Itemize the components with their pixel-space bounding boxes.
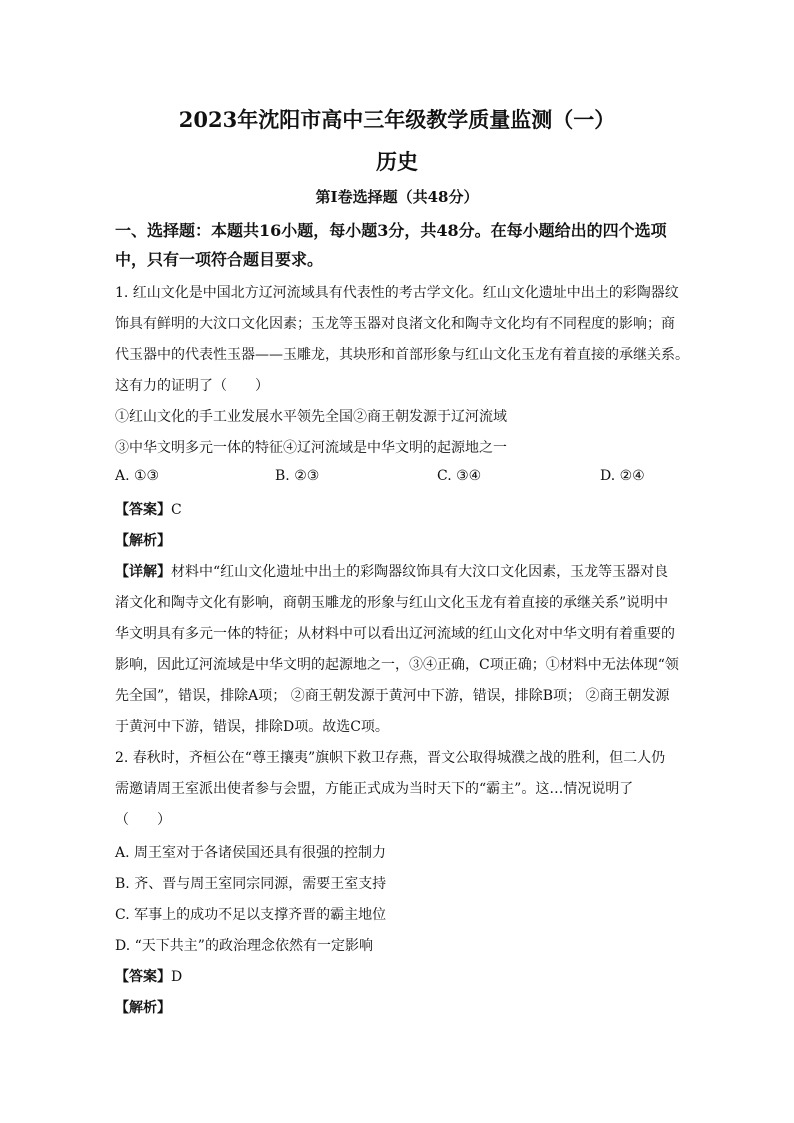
subject-title: 历史 — [376, 149, 418, 174]
q2-option-b: B. 齐、晋与周王室同宗同源，需要王室支持 — [115, 876, 387, 892]
q1-answer — [115, 499, 182, 519]
q2-analysis-tag — [115, 997, 171, 1017]
q1-stem-line: 这有力的证明了（ ） — [115, 378, 269, 394]
q1-detail-line: 渚文化和陶寺文化有影响，商朝玉雕龙的形象与红山文化玉龙有着直接的承继关系”说明中 — [115, 595, 669, 611]
answer-value: D — [171, 969, 183, 985]
volume-title: 第Ⅰ卷选择题（共48分） — [315, 188, 479, 206]
q1-stem-line: 饰具有鲜明的大汶口文化因素；玉龙等玉器对良渚文化和陶寺文化均有不同程度的影响；商 — [115, 316, 675, 332]
analysis-tag: 【解析】 — [115, 1000, 171, 1016]
q2-stem-line: （ ） — [115, 812, 171, 828]
q1-analysis-tag — [115, 530, 171, 550]
q1-statement: ①红山文化的手工业发展水平领先全国②商王朝发源于辽河流域 — [115, 409, 507, 425]
answer-value: C — [171, 502, 182, 518]
q1-stem-line: 1. 红山文化是中国北方辽河流域具有代表性的考古学文化。红山文化遗址中出土的彩陶器纹 — [115, 285, 679, 301]
q2-stem-line: 需邀请周王室派出使者参与会盟，方能正式成为当时天下的“霸主”。这…情况说明了 — [115, 781, 634, 797]
q1-stem-line: 代玉器中的代表性玉器——玉雕龙，其块形和首部形象与红山文化玉龙有着直接的承继关系。 — [115, 347, 689, 363]
q1-statement: ③中华文明多元一体的特征④辽河流域是中华文明的起源地之一 — [115, 440, 507, 456]
q1-option-a: A. ①③ — [115, 468, 160, 484]
detail-text: 材料中“红山文化遗址中出土的彩陶器纹饰具有大汶口文化因素，玉龙等玉器对良 — [171, 564, 669, 580]
q2-answer — [115, 966, 182, 986]
q2-option-a: A. 周王室对于各诸侯国还具有很强的控制力 — [115, 845, 387, 861]
answer-tag: 【答案】 — [115, 502, 171, 518]
section-instructions-line: 中，只有一项符合题目要求。 — [115, 250, 324, 269]
exam-title: 2023年沈阳市高中三年级教学质量监测（一） — [178, 107, 616, 132]
q1-detail-line: 于黄河中下游，错误，排除D项。故选C项。 — [115, 719, 389, 735]
q1-detail-line: 影响，因此辽河流域是中华文明的起源地之一，③④正确，C项正确；①材料中无法体现“领 — [115, 657, 679, 673]
q1-detail-line — [115, 561, 668, 581]
section-instructions-line: 一、选择题：本题共16小题，每小题3分，共48分。在每小题给出的四个选项 — [115, 221, 667, 240]
q2-stem-line: 2. 春秋时，齐桓公在“尊王攘夷”旗帜下救卫存燕，晋文公取得城濮之战的胜利，但二人仍 — [115, 750, 666, 766]
q2-option-d: D. “天下共主”的政治理念依然有一定影响 — [115, 938, 373, 954]
q1-option-d: D. ②④ — [600, 468, 645, 484]
q1-detail-line: 华文明具有多元一体的特征；从材料中可以看出辽河流域的红山文化对中华文明有着重要的 — [115, 626, 675, 642]
q1-detail-line: 先全国”，错误，排除A项； ②商王朝发源于黄河中下游，错误，排除B项； ②商王朝发源 — [115, 688, 670, 704]
q1-option-c: C. ③④ — [437, 468, 482, 484]
detail-tag: 【详解】 — [115, 564, 171, 580]
q2-option-c: C. 军事上的成功不足以支撑齐晋的霸主地位 — [115, 907, 387, 923]
q1-option-b: B. ②③ — [275, 468, 320, 484]
answer-tag: 【答案】 — [115, 969, 171, 985]
section-instructions — [115, 216, 695, 274]
analysis-tag: 【解析】 — [115, 533, 171, 549]
